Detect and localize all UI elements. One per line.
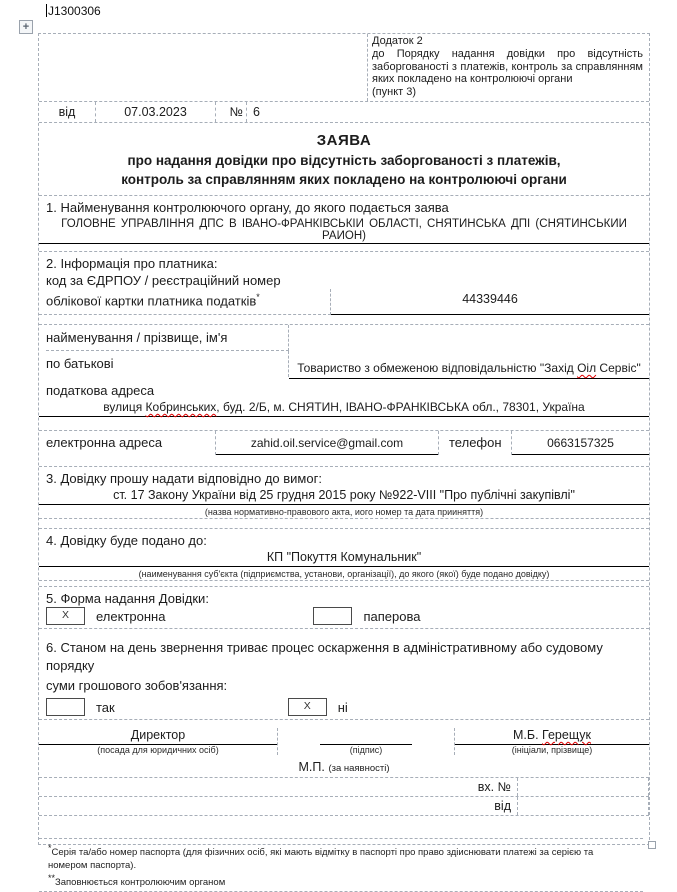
spacer (39, 797, 439, 815)
sign-column (277, 728, 455, 755)
phone-label: телефон (438, 431, 512, 455)
spacer (39, 315, 649, 325)
payer-name-field[interactable]: Товариство з обмеженою відповідальністю "Захід Оіл Сервіс" (289, 325, 649, 379)
annex-row (39, 34, 649, 102)
date-field[interactable]: 07.03.2023 (96, 102, 216, 122)
seal-label: М.П. (298, 760, 325, 774)
table-resize-handle[interactable] (648, 841, 656, 849)
initials-caption: (ініціали, прізвище) (511, 745, 593, 755)
payer-name-label-line1: найменування / прізвище, ім'я (46, 325, 289, 351)
appeal-yes-checkbox[interactable] (46, 698, 85, 716)
initials-column (455, 728, 649, 755)
title-line1: ЗАЯВА (316, 132, 372, 149)
edrpou-field[interactable]: 44339446 (331, 289, 649, 315)
annex-note (367, 34, 649, 101)
seal-row (39, 759, 649, 778)
signature-row (39, 728, 649, 755)
incoming-date-field[interactable] (517, 797, 649, 815)
spacer (39, 417, 649, 431)
spacer (39, 519, 649, 529)
table-move-handle-icon[interactable]: + (19, 20, 33, 34)
phone-field[interactable]: 0663157325 (512, 431, 649, 455)
section2-heading: 2. Інформація про платника: (46, 256, 218, 271)
spacer (39, 455, 649, 467)
number-label: № (216, 102, 247, 122)
title-line2: про надання довідки про відсутність заборгованості з платежів, (127, 153, 561, 168)
section6-heading-line2: суми грошового зобов'язання: (46, 678, 228, 693)
incoming-number-label: вх. № (477, 780, 511, 794)
recipient-field[interactable]: КП "Покуття Комунальник" (39, 549, 649, 567)
payer-name-label-line2: по батькові (46, 351, 289, 377)
initials-field[interactable]: М.Б. Герещук (455, 728, 649, 745)
spacer (39, 244, 649, 252)
appeal-options (39, 698, 649, 720)
footnote-1: *Серія та/або номер паспорта (для фізичних осіб, які мають відмітку в паспорті про право здіиснювати платежі за серією та номером паспорта). (48, 843, 594, 872)
text-cursor (46, 4, 47, 17)
annex-line3: (пункт 3) (372, 86, 417, 99)
electronic-form-label: електронна (96, 609, 166, 624)
document-title (39, 123, 649, 196)
paper-form-checkbox[interactable] (313, 607, 352, 625)
controlling-authority-field[interactable]: ГОЛОВНЕ УПРАВЛІННЯ ДПС В ІВАНО-ФРАНКІВСЬКІИ ОБЛАСТІ, СНЯТИНСЬКА ДПІ (СНЯТИНСЬКИИ РАИОН) (39, 216, 649, 244)
signature-field[interactable] (320, 728, 412, 745)
position-caption: (посада для юридичних осіб) (97, 745, 219, 755)
incoming-number-field[interactable] (517, 778, 649, 796)
position-field[interactable]: Директор (39, 728, 277, 745)
email-field[interactable]: zahid.oil.service@gmail.com (216, 431, 438, 455)
annex-body: до Порядку надання довідки про відсутність заборгованості з платежів, контроль за справлянням яких покладено на контролюючі органи (372, 47, 643, 86)
seal-caption: (за наявності) (328, 763, 390, 774)
appeal-yes-label: так (96, 700, 115, 715)
incoming-date-label: від (494, 799, 511, 813)
appeal-no-checkbox[interactable]: X (288, 698, 327, 716)
edrpou-row (39, 289, 649, 315)
delivery-form-options (39, 607, 649, 629)
section3-heading: 3. Довідку прошу надати відповідно до вимог: (46, 471, 322, 486)
title-line3: контроль за справлянням яких покладено на контролюючі органи (121, 172, 567, 187)
sign-caption: (підпис) (349, 745, 383, 755)
section4-heading: 4. Довідку буде подано до: (46, 533, 207, 548)
appeal-no-label: ні (337, 700, 348, 715)
incoming-date-row (39, 797, 649, 816)
paper-form-label: паперова (363, 609, 421, 624)
section6-heading: 6. Станом на день звернення триває процес оскарження в адміністративному або судовому порядку (46, 640, 603, 673)
annex-empty-cell (39, 34, 367, 101)
application-document (38, 33, 650, 889)
edrpou-label-line2: облікової картки платника податків* (39, 289, 331, 315)
footnotes (39, 838, 643, 892)
legal-basis-field[interactable]: ст. 17 Закону України від 25 грудня 2015 року №922-VIII "Про публічні закупівлі" (39, 487, 649, 505)
contacts-row (39, 431, 649, 455)
payer-name-row (39, 325, 649, 379)
number-field[interactable]: 6 (253, 105, 260, 119)
position-column (39, 728, 277, 755)
misspelled-word: Оіл (577, 361, 597, 375)
section1-heading: 1. Найменування контролюючого органу, до якого подається заява (46, 200, 449, 215)
date-label: від (39, 102, 96, 122)
misspelled-word: Кобринських (145, 400, 217, 414)
misspelled-word: Герещук (542, 728, 591, 742)
footnote-2: **Заповнюється контролюючим органом (48, 873, 226, 889)
tax-address-field[interactable]: вулиця Кобринських, буд. 2/Б, м. СНЯТИН, ІВАНО-ФРАНКІВСЬКА обл., 78301, Україна (39, 399, 649, 417)
footnote-mark: * (256, 292, 260, 302)
incoming-number-row (39, 778, 649, 797)
form-code: J1300306 (48, 4, 101, 18)
tax-address-label: податкова адреса (46, 383, 155, 398)
section5-heading: 5. Форма надання Довідки: (46, 591, 209, 606)
legal-basis-caption: (назва нормативно-правового акта, иого номер та дата прииняття) (39, 505, 649, 519)
electronic-form-checkbox[interactable]: X (46, 607, 85, 625)
spacer (39, 778, 439, 796)
edrpou-label-line1: код за ЄДРПОУ / реєстраційний номер (46, 273, 281, 288)
annex-line1: Додаток 2 (372, 35, 423, 47)
payer-name-label (39, 325, 289, 379)
email-label: електронна адреса (39, 431, 216, 455)
recipient-caption: (наименування суб'єкта (підприємства, установи, організації), до якого (якої) буде подано довідку) (39, 567, 649, 581)
meta-row (39, 102, 649, 123)
